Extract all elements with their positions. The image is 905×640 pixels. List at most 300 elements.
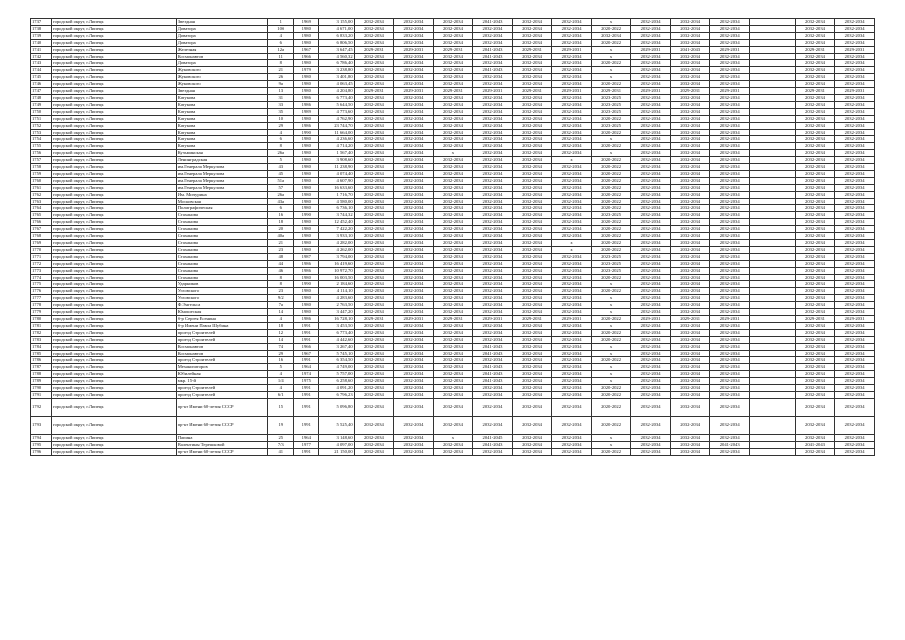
table-cell: 2032-2034: [835, 391, 875, 398]
table-cell: 44: [268, 260, 294, 267]
table-cell: 1751: [31, 115, 52, 122]
table-cell: 2032-2034: [710, 350, 750, 357]
table-cell: 2029-2031: [631, 315, 671, 322]
table-cell: 2032-2034: [473, 267, 513, 274]
table-cell: 2029-2031: [394, 315, 434, 322]
table-cell: 2029-2031: [512, 46, 552, 53]
table-cell: 2032-2034: [552, 191, 592, 198]
table-cell: 2032-2034: [710, 357, 750, 364]
table-cell: 2029-2031: [835, 315, 875, 322]
table-cell: 9/2: [268, 295, 294, 302]
table-cell: 1977: [294, 441, 319, 448]
table-cell: 2032-2034: [394, 101, 434, 108]
table-cell: 2032-2034: [512, 108, 552, 115]
table-cell: 1754: [31, 136, 52, 143]
table-cell: 2020-2022: [591, 177, 631, 184]
register-sheet: [30, 18, 875, 456]
table-cell: [749, 143, 795, 150]
table-cell: 2032-2034: [433, 350, 473, 357]
table-cell: 51а: [268, 177, 294, 184]
table-cell: 1778: [31, 302, 52, 309]
table-cell: 2032-2034: [835, 253, 875, 260]
table-cell: Звездная: [176, 88, 268, 95]
table-cell: [749, 371, 795, 378]
table-cell: 1772: [31, 260, 52, 267]
table-cell: 2020-2022: [591, 226, 631, 233]
table-cell: 2032-2034: [394, 364, 434, 371]
table-cell: 2032-2034: [354, 143, 394, 150]
table-row: [31, 302, 875, 309]
table-cell: 2029-2031: [835, 88, 875, 95]
table-cell: [749, 233, 795, 240]
table-cell: 2023-2025: [591, 212, 631, 219]
table-cell: 2041-2043: [473, 46, 513, 53]
table-cell: [749, 115, 795, 122]
table-cell: 2032-2034: [710, 212, 750, 219]
table-row: [31, 364, 875, 371]
table-cell: 2032-2034: [670, 164, 710, 171]
table-row: [31, 177, 875, 184]
table-cell: 2032-2034: [394, 191, 434, 198]
table-cell: 2032-2034: [394, 378, 434, 385]
table-cell: 2032-2034: [670, 295, 710, 302]
table-cell: 5 525,40: [319, 416, 354, 434]
table-row: [31, 53, 875, 60]
table-cell: 2032-2034: [552, 136, 592, 143]
table-cell: 2032-2034: [552, 32, 592, 39]
table-cell: городской округ, г.Липецк: [51, 122, 176, 129]
table-cell: 2032-2034: [433, 122, 473, 129]
table-cell: 14: [268, 336, 294, 343]
table-cell: 4: [268, 32, 294, 39]
table-cell: городской округ, г.Липецк: [51, 212, 176, 219]
table-cell: 20: [268, 226, 294, 233]
table-cell: 2041-2043: [473, 364, 513, 371]
table-cell: Кузьминская: [176, 150, 268, 157]
table-cell: 2032-2034: [354, 233, 394, 240]
table-cell: Стаханова: [176, 274, 268, 281]
table-cell: 12: [268, 329, 294, 336]
table-cell: 1750: [31, 108, 52, 115]
table-cell: 2032-2034: [710, 364, 750, 371]
table-cell: 3 908,60: [319, 157, 354, 164]
table-cell: 3 794,00: [319, 253, 354, 260]
table-cell: 2032-2034: [670, 122, 710, 129]
table-cell: 1991: [294, 357, 319, 364]
table-cell: 2032-2034: [433, 274, 473, 281]
table-row: [31, 267, 875, 274]
table-cell: 2032-2034: [354, 416, 394, 434]
table-cell: 2032-2034: [473, 448, 513, 455]
table-cell: 2032-2034: [631, 94, 671, 101]
table-cell: 1739: [31, 32, 52, 39]
table-row: [31, 122, 875, 129]
table-cell: 2032-2034: [631, 219, 671, 226]
table-cell: 2020-2022: [591, 115, 631, 122]
table-cell: [749, 25, 795, 32]
table-cell: 16 419,60: [319, 260, 354, 267]
table-cell: 2032-2034: [354, 184, 394, 191]
table-cell: 2032-2034: [552, 74, 592, 81]
table-cell: 2032-2034: [433, 212, 473, 219]
table-cell: 2032-2034: [631, 385, 671, 392]
table-cell: 2032-2034: [394, 295, 434, 302]
table-cell: 10: [268, 115, 294, 122]
table-cell: 1991: [294, 398, 319, 416]
table-cell: 2032-2034: [354, 371, 394, 378]
table-cell: 2029-2031: [512, 315, 552, 322]
table-cell: городской округ, г.Липецк: [51, 191, 176, 198]
table-cell: 2032-2034: [670, 322, 710, 329]
table-cell: 2029-2031: [835, 46, 875, 53]
table-cell: 2032-2034: [552, 336, 592, 343]
table-cell: Доватора: [176, 32, 268, 39]
table-cell: 1767: [31, 226, 52, 233]
table-cell: 1980: [294, 246, 319, 253]
table-cell: 2032-2034: [433, 108, 473, 115]
table-cell: 2032-2034: [835, 129, 875, 136]
table-cell: 2020-2022: [591, 170, 631, 177]
table-cell: 1795: [31, 441, 52, 448]
table-cell: городской округ, г.Липецк: [51, 322, 176, 329]
table-cell: 2023-2025: [591, 94, 631, 101]
table-cell: 2032-2034: [795, 39, 835, 46]
table-cell: [749, 357, 795, 364]
table-cell: [749, 416, 795, 434]
table-cell: 2032-2034: [394, 74, 434, 81]
table-cell: 2032-2034: [631, 122, 671, 129]
table-cell: 1986: [294, 315, 319, 322]
table-cell: проезд Строителей: [176, 357, 268, 364]
table-cell: 2032-2034: [795, 343, 835, 350]
table-cell: 2032-2034: [394, 288, 434, 295]
table-cell: 1753: [31, 129, 52, 136]
table-cell: [749, 122, 795, 129]
table-cell: 1980: [294, 177, 319, 184]
table-cell: 1980: [294, 143, 319, 150]
table-cell: 2032-2034: [670, 226, 710, 233]
table-cell: 2032-2034: [710, 198, 750, 205]
table-cell: пр-кт Имени 60-летия СССР: [176, 448, 268, 455]
table-cell: 2032-2034: [354, 108, 394, 115]
table-cell: 1990: [294, 281, 319, 288]
table-cell: 2032-2034: [710, 226, 750, 233]
table-cell: 4: [268, 129, 294, 136]
table-cell: 2032-2034: [354, 219, 394, 226]
table-cell: 2032-2034: [795, 164, 835, 171]
table-cell: 2032-2034: [512, 281, 552, 288]
table-cell: 2032-2034: [631, 281, 671, 288]
table-cell: 1756: [31, 150, 52, 157]
table-cell: 2032-2034: [795, 60, 835, 67]
table-row: [31, 398, 875, 416]
table-cell: 1991: [294, 329, 319, 336]
table-row: [31, 212, 875, 219]
table-cell: 2032-2034: [835, 226, 875, 233]
table-cell: 2032-2034: [795, 233, 835, 240]
table-cell: 1986: [294, 94, 319, 101]
table-cell: 2029-2031: [631, 46, 671, 53]
table-cell: 2032-2034: [354, 441, 394, 448]
table-cell: 1980: [294, 295, 319, 302]
table-cell: 2032-2034: [512, 309, 552, 316]
table-cell: 1770: [31, 246, 52, 253]
table-cell: 2032-2034: [473, 115, 513, 122]
table-cell: 2032-2034: [631, 170, 671, 177]
table-cell: 2032-2034: [552, 177, 592, 184]
table-row: [31, 288, 875, 295]
table-cell: городской округ, г.Липецк: [51, 309, 176, 316]
table-cell: 3 447,20: [319, 309, 354, 316]
table-cell: 31: [268, 94, 294, 101]
table-cell: [749, 74, 795, 81]
table-cell: 2032-2034: [433, 343, 473, 350]
table-cell: [749, 378, 795, 385]
table-cell: 2032-2034: [354, 434, 394, 441]
table-cell: 2032-2034: [670, 343, 710, 350]
table-cell: 2032-2034: [631, 302, 671, 309]
table-cell: Железная: [176, 46, 268, 53]
table-cell: 2020-2022: [591, 157, 631, 164]
table-cell: 1980: [294, 240, 319, 247]
table-cell: 3 647,45: [319, 46, 354, 53]
table-cell: 2032-2034: [670, 108, 710, 115]
table-cell: 2032-2034: [433, 143, 473, 150]
table-cell: 2032-2034: [710, 122, 750, 129]
table-cell: 2032-2034: [631, 288, 671, 295]
table-row: [31, 205, 875, 212]
table-cell: городской округ, г.Липецк: [51, 416, 176, 434]
table-cell: 2020-2022: [591, 60, 631, 67]
table-cell: 5 745,10: [319, 350, 354, 357]
table-cell: 1773: [31, 267, 52, 274]
table-cell: 2032-2034: [631, 150, 671, 157]
table-cell: 2032-2034: [552, 267, 592, 274]
table-cell: 2032-2034: [552, 281, 592, 288]
table-cell: городской округ, г.Липецк: [51, 441, 176, 448]
table-cell: 12 452,40: [319, 219, 354, 226]
table-cell: городской округ, г.Липецк: [51, 329, 176, 336]
table-cell: 1759: [31, 170, 52, 177]
table-cell: [749, 350, 795, 357]
table-cell: 2032-2034: [394, 143, 434, 150]
table-cell: x: [591, 350, 631, 357]
table-cell: 2032-2034: [473, 212, 513, 219]
table-cell: 2032-2034: [795, 157, 835, 164]
table-cell: 2032-2034: [394, 336, 434, 343]
table-cell: 11 664,00: [319, 129, 354, 136]
table-cell: 1991: [294, 385, 319, 392]
table-cell: 2032-2034: [394, 391, 434, 398]
table-cell: 2032-2034: [670, 434, 710, 441]
table-cell: [749, 253, 795, 260]
table-cell: городской округ, г.Липецк: [51, 274, 176, 281]
table-cell: [749, 240, 795, 247]
table-cell: 2032-2034: [552, 385, 592, 392]
table-cell: 2032-2034: [631, 434, 671, 441]
table-cell: городской округ, г.Липецк: [51, 448, 176, 455]
table-cell: 2032-2034: [394, 240, 434, 247]
table-cell: 2032-2034: [710, 39, 750, 46]
table-cell: 2032-2034: [354, 177, 394, 184]
table-cell: 2029-2031: [394, 46, 434, 53]
table-cell: 4 580,00: [319, 198, 354, 205]
table-cell: 2032-2034: [835, 240, 875, 247]
table-cell: 2032-2034: [795, 94, 835, 101]
table-cell: 2032-2034: [433, 240, 473, 247]
table-cell: 2032-2034: [631, 184, 671, 191]
table-cell: 2032-2034: [670, 302, 710, 309]
table-cell: 2032-2034: [433, 136, 473, 143]
table-cell: Механизаторов: [176, 364, 268, 371]
table-cell: 4 762,90: [319, 115, 354, 122]
table-cell: 2032-2034: [394, 32, 434, 39]
table-cell: 2032-2034: [710, 302, 750, 309]
table-cell: Юношеская: [176, 309, 268, 316]
table-cell: городской округ, г.Липецк: [51, 81, 176, 88]
table-row: [31, 260, 875, 267]
table-cell: 2032-2034: [512, 343, 552, 350]
table-cell: [749, 260, 795, 267]
table-cell: 2032-2034: [433, 260, 473, 267]
table-cell: Космонавтов: [176, 343, 268, 350]
table-cell: 2032-2034: [552, 122, 592, 129]
table-cell: 2032-2034: [394, 157, 434, 164]
table-cell: [749, 136, 795, 143]
table-cell: городской округ, г.Липецк: [51, 184, 176, 191]
table-cell: 7а: [268, 302, 294, 309]
table-row: [31, 164, 875, 171]
table-cell: 2032-2034: [631, 364, 671, 371]
table-cell: 2032-2034: [552, 378, 592, 385]
table-cell: 2032-2034: [710, 385, 750, 392]
table-cell: 2032-2034: [512, 240, 552, 247]
table-cell: [749, 198, 795, 205]
table-cell: x: [552, 157, 592, 164]
table-cell: 2032-2034: [473, 288, 513, 295]
table-cell: 2032-2034: [512, 136, 552, 143]
table-cell: 2041-2043: [473, 53, 513, 60]
table-cell: 23: [268, 246, 294, 253]
table-row: [31, 350, 875, 357]
table-cell: Стаханова: [176, 267, 268, 274]
table-cell: [749, 101, 795, 108]
table-cell: 4 114,10: [319, 288, 354, 295]
table-cell: 2020-2022: [591, 191, 631, 198]
table-cell: 2032-2034: [512, 143, 552, 150]
table-cell: 2032-2034: [394, 371, 434, 378]
table-cell: 2032-2034: [631, 246, 671, 253]
table-cell: 2032-2034: [670, 309, 710, 316]
table-cell: 2032-2034: [473, 240, 513, 247]
table-cell: 2032-2034: [710, 177, 750, 184]
table-cell: [749, 302, 795, 309]
table-cell: 2032-2034: [354, 60, 394, 67]
table-cell: городской округ, г.Липецк: [51, 343, 176, 350]
table-cell: 2032-2034: [473, 184, 513, 191]
table-cell: 2032-2034: [394, 170, 434, 177]
table-cell: 2032-2034: [433, 170, 473, 177]
table-cell: 2032-2034: [631, 253, 671, 260]
table-cell: 2032-2034: [835, 198, 875, 205]
table-cell: 2032-2034: [670, 136, 710, 143]
table-cell: 2032-2034: [631, 177, 671, 184]
table-cell: 2032-2034: [433, 205, 473, 212]
table-cell: 1748: [31, 94, 52, 101]
table-row: [31, 136, 875, 143]
table-cell: 2032-2034: [631, 198, 671, 205]
table-cell: 2032-2034: [433, 371, 473, 378]
table-cell: 2032-2034: [394, 115, 434, 122]
table-cell: Катукова: [176, 143, 268, 150]
table-row: [31, 391, 875, 398]
table-cell: 2032-2034: [710, 170, 750, 177]
table-cell: [749, 398, 795, 416]
table-cell: 2032-2034: [670, 143, 710, 150]
table-cell: 2032-2034: [394, 198, 434, 205]
table-cell: 2032-2034: [710, 391, 750, 398]
table-cell: городской округ, г.Липецк: [51, 164, 176, 171]
table-cell: 2029-2031: [354, 315, 394, 322]
table-cell: 2032-2034: [473, 60, 513, 67]
table-cell: 2032-2034: [795, 67, 835, 74]
table-cell: 2032-2034: [552, 212, 592, 219]
table-cell: 2032-2034: [835, 336, 875, 343]
table-cell: 1775: [31, 281, 52, 288]
table-cell: 2029-2031: [552, 315, 592, 322]
table-cell: 2032-2034: [512, 67, 552, 74]
table-cell: 2032-2034: [433, 219, 473, 226]
table-cell: 2032-2034: [795, 136, 835, 143]
table-cell: x: [591, 322, 631, 329]
table-cell: 2020-2022: [591, 25, 631, 32]
table-cell: городской округ, г.Липецк: [51, 295, 176, 302]
table-cell: 2032-2034: [512, 19, 552, 26]
table-cell: 2032-2034: [710, 371, 750, 378]
table-cell: 2032-2034: [512, 81, 552, 88]
table-cell: [749, 309, 795, 316]
table-cell: 2032-2034: [354, 170, 394, 177]
table-cell: 2032-2034: [670, 219, 710, 226]
table-cell: 2032-2034: [473, 416, 513, 434]
table-row: [31, 46, 875, 53]
table-cell: городской округ, г.Липецк: [51, 378, 176, 385]
table-cell: 2032-2034: [552, 253, 592, 260]
table-cell: 2032-2034: [631, 391, 671, 398]
table-cell: 16 728,10: [319, 315, 354, 322]
table-row: [31, 246, 875, 253]
table-cell: 2032-2034: [795, 191, 835, 198]
table-cell: 2032-2034: [670, 94, 710, 101]
table-cell: 2032-2034: [354, 253, 394, 260]
table-cell: x: [433, 434, 473, 441]
table-cell: 2032-2034: [394, 39, 434, 46]
table-cell: 4 714,20: [319, 143, 354, 150]
table-row: [31, 191, 875, 198]
table-row: [31, 101, 875, 108]
table-cell: 2032-2034: [552, 288, 592, 295]
table-cell: 2032-2034: [795, 122, 835, 129]
table-cell: городской округ, г.Липецк: [51, 336, 176, 343]
table-cell: 2032-2034: [473, 391, 513, 398]
table-cell: 2032-2034: [512, 434, 552, 441]
table-cell: 2032-2034: [473, 191, 513, 198]
table-cell: 2023-2025: [591, 122, 631, 129]
table-cell: 21: [268, 240, 294, 247]
table-cell: городской округ, г.Липецк: [51, 108, 176, 115]
table-cell: Катукова: [176, 94, 268, 101]
table-cell: [749, 322, 795, 329]
